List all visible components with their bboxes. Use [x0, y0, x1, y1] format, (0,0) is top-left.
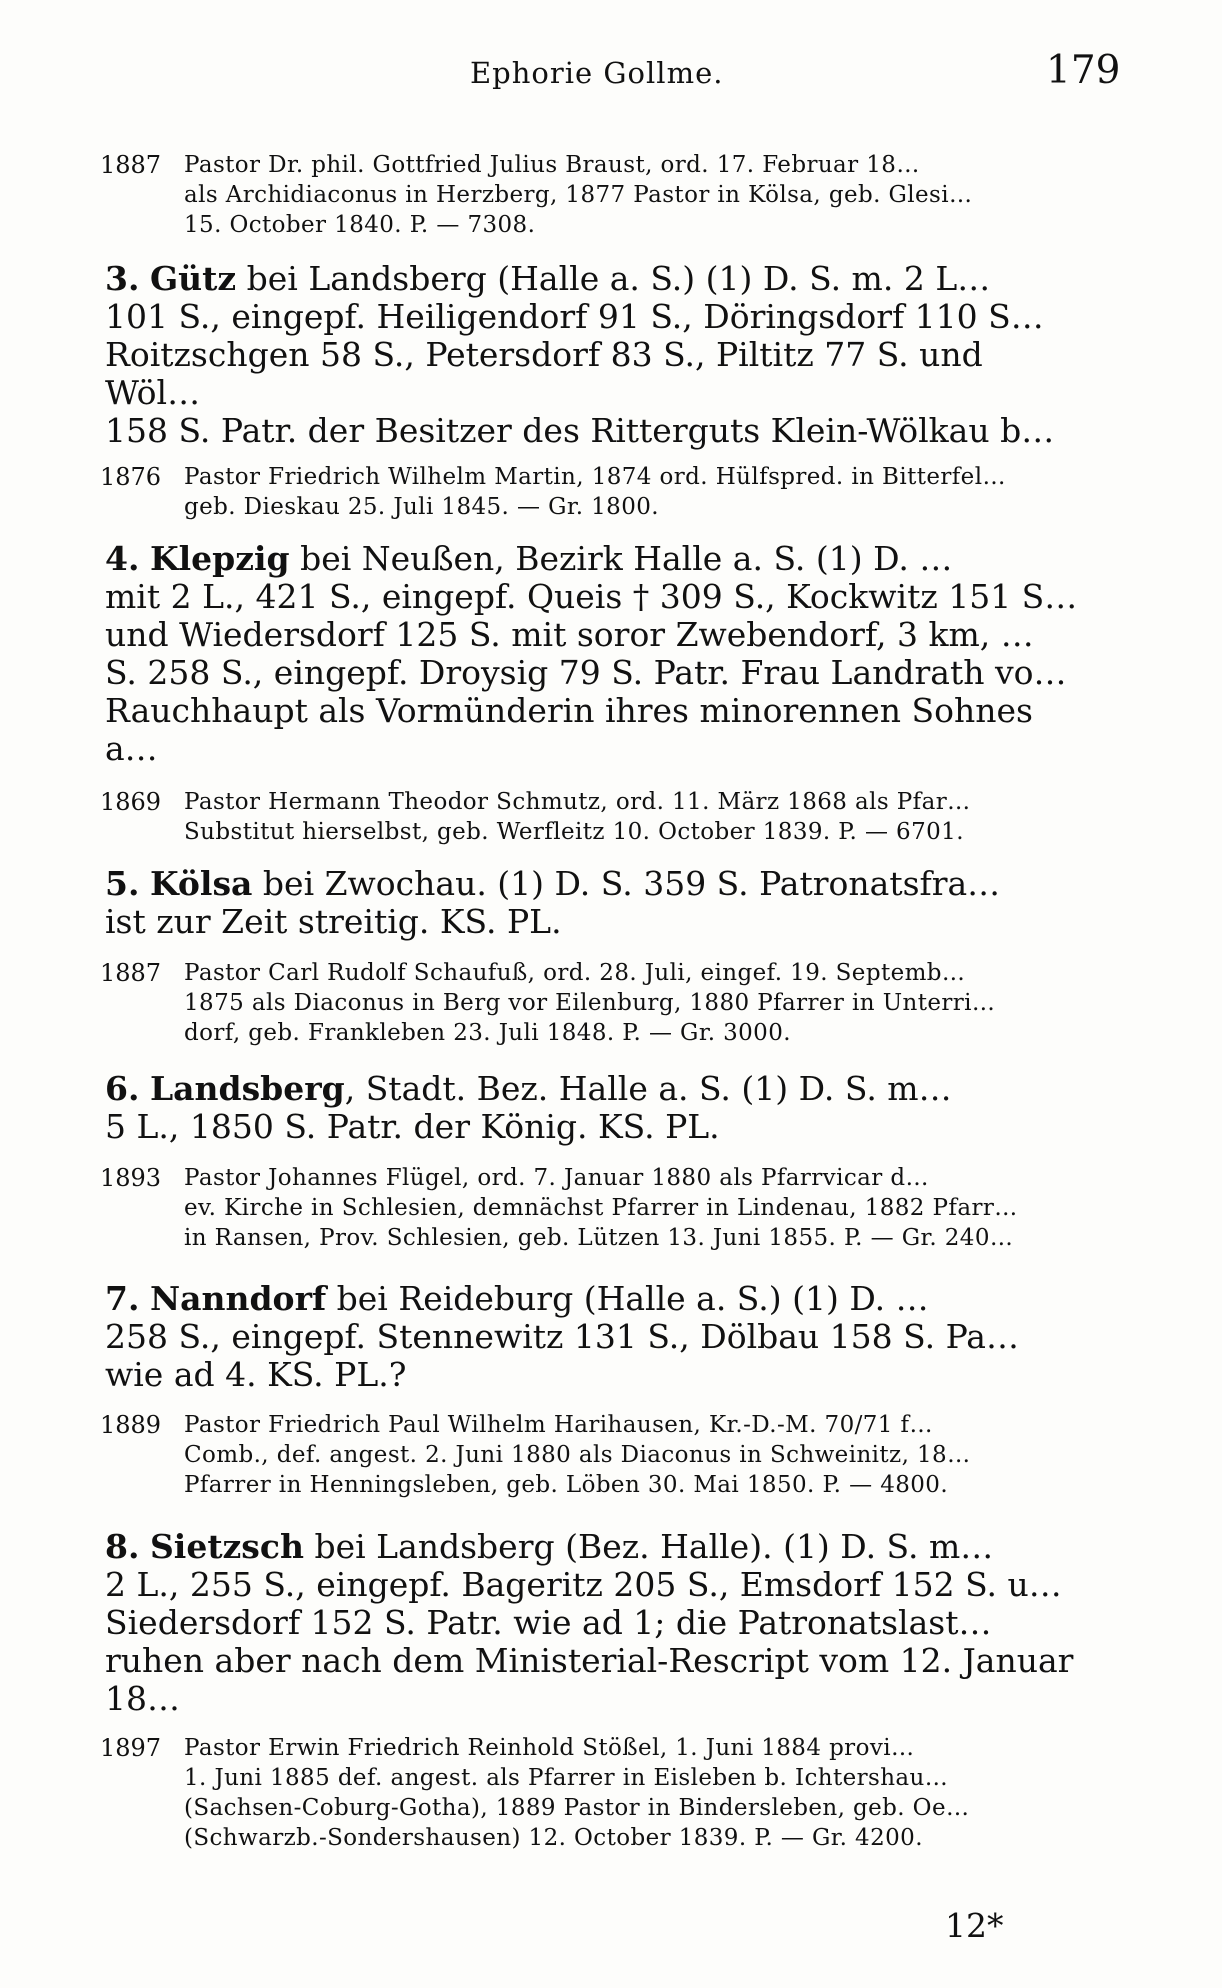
entry-text: Pastor Dr. phil. Gottfried Julius Braust, ord. 17. Februar 18… als Archidiaconus in Herzberg, 1877 Pastor in Kölsa, geb. Glesi… 15. October 1840. P. — 7308.: [184, 152, 973, 238]
parish-description: , Stadt. Bez. Halle a. S. (1) D. S. m… 5 L., 1850 S. Patr. der König. KS. PL.: [105, 1070, 952, 1146]
parish-paragraph: [105, 1528, 1085, 1718]
parish-number: 4.: [105, 540, 140, 578]
entry-year: 1887: [100, 959, 162, 987]
parish-description: bei Neußen, Bezirk Halle a. S. (1) D. … mit 2 L., 421 S., eingepf. Queis † 309 S., Kockwitz 151 S… und Wiedersdorf 125 S. mit soror Zwebendorf, 3 km, … S. 258 S., eingepf. Droysig 79 S. Patr. Frau Landrath vo… Rauchhaupt als Vormünderin ihres minorennen Sohnes a…: [105, 540, 1078, 768]
page-header: [0, 48, 1222, 98]
parish-paragraph: [105, 1280, 1085, 1394]
entry-year: 1889: [100, 1411, 162, 1439]
entry-text: Pastor Erwin Friedrich Reinhold Stößel, 1. Juni 1884 provi… 1. Juni 1885 def. angest. als Pfarrer in Eisleben b. Ichtershau… (Sachsen-Coburg-Gotha), 1889 Pastor in Bindersleben, geb. Oe… (Schwarzb.-Sondershausen) 12. October 1839. P. — Gr. 4200.: [184, 1735, 970, 1851]
pastor-entry: [100, 1163, 1085, 1253]
parish-name: Kölsa: [149, 865, 253, 903]
entry-year: 1887: [100, 151, 162, 179]
pastor-entry: [100, 787, 1085, 847]
parish-name: Gütz: [149, 260, 237, 298]
parish-name: Klepzig: [149, 540, 290, 578]
running-title: Ephorie Gollme.: [470, 56, 724, 90]
entry-text: Pastor Friedrich Wilhelm Martin, 1874 ord. Hülfspred. in Bitterfel… geb. Dieskau 25. Juli 1845. — Gr. 1800.: [184, 464, 1006, 520]
pastor-entry: [100, 1733, 1085, 1853]
parish-paragraph: [105, 260, 1085, 450]
parish-paragraph: [105, 865, 1085, 941]
page-number: 179: [1046, 48, 1121, 93]
parish-name: Nanndorf: [149, 1280, 327, 1318]
parish-number: 5.: [105, 865, 140, 903]
entry-text: Pastor Carl Rudolf Schaufuß, ord. 28. Juli, eingef. 19. Septemb… 1875 als Diaconus in Berg vor Eilenburg, 1880 Pfarrer in Unterri… dorf, geb. Frankleben 23. Juli 1848. P. — Gr. 3000.: [184, 960, 996, 1046]
entry-year: 1869: [100, 788, 162, 816]
parish-number: 7.: [105, 1280, 140, 1318]
pastor-entry: [100, 150, 1085, 240]
parish-number: 3.: [105, 260, 140, 298]
parish-description: bei Zwochau. (1) D. S. 359 S. Patronatsfra… ist zur Zeit streitig. KS. PL.: [105, 865, 1001, 941]
signature-mark: 12*: [945, 1906, 1004, 1945]
entry-text: Pastor Johannes Flügel, ord. 7. Januar 1880 als Pfarrvicar d… ev. Kirche in Schlesien, demnächst Pfarrer in Lindenau, 1882 Pfarr… in Ransen, Prov. Schlesien, geb. Lützen 13. Juni 1855. P. — Gr. 240…: [184, 1165, 1018, 1251]
parish-description: bei Reideburg (Halle a. S.) (1) D. … 258 S., eingepf. Stennewitz 131 S., Dölbau 158 S. Pa… wie ad 4. KS. PL.?: [105, 1280, 1019, 1394]
pastor-entry: [100, 462, 1085, 522]
entry-year: 1893: [100, 1164, 162, 1192]
parish-description: bei Landsberg (Halle a. S.) (1) D. S. m. 2 L… 101 S., eingepf. Heiligendorf 91 S., Döringsdorf 110 S… Roitzschgen 58 S., Petersdorf 83 S., Piltitz 77 S. und Wöl… 158 S. Patr. der Besitzer des Ritterguts Klein-Wölkau b…: [105, 260, 1055, 450]
pastor-entry: [100, 958, 1085, 1048]
parish-name: Sietzsch: [149, 1528, 304, 1566]
pastor-entry: [100, 1410, 1085, 1500]
entry-text: Pastor Hermann Theodor Schmutz, ord. 11. März 1868 als Pfar… Substitut hierselbst, geb. Werfleitz 10. October 1839. P. — 6701.: [184, 789, 971, 845]
entry-year: 1876: [100, 463, 162, 491]
parish-number: 6.: [105, 1070, 140, 1108]
parish-number: 8.: [105, 1528, 140, 1566]
parish-name: Landsberg: [149, 1070, 345, 1108]
parish-paragraph: [105, 540, 1085, 768]
entry-year: 1897: [100, 1734, 162, 1762]
parish-description: bei Landsberg (Bez. Halle). (1) D. S. m… 2 L., 255 S., eingepf. Bageritz 205 S., Emsdorf 152 S. u… Siedersdorf 152 S. Patr. wie ad 1; die Patronatslast… ruhen aber nach dem Ministerial-Rescript vom 12. Januar 18…: [105, 1528, 1074, 1718]
entry-text: Pastor Friedrich Paul Wilhelm Harihausen, Kr.-D.-M. 70/71 f… Comb., def. angest. 2. Juni 1880 als Diaconus in Schweinitz, 18… Pfarrer in Henningsleben, geb. Löben 30. Mai 1850. P. — 4800.: [184, 1412, 971, 1498]
parish-paragraph: [105, 1070, 1085, 1146]
